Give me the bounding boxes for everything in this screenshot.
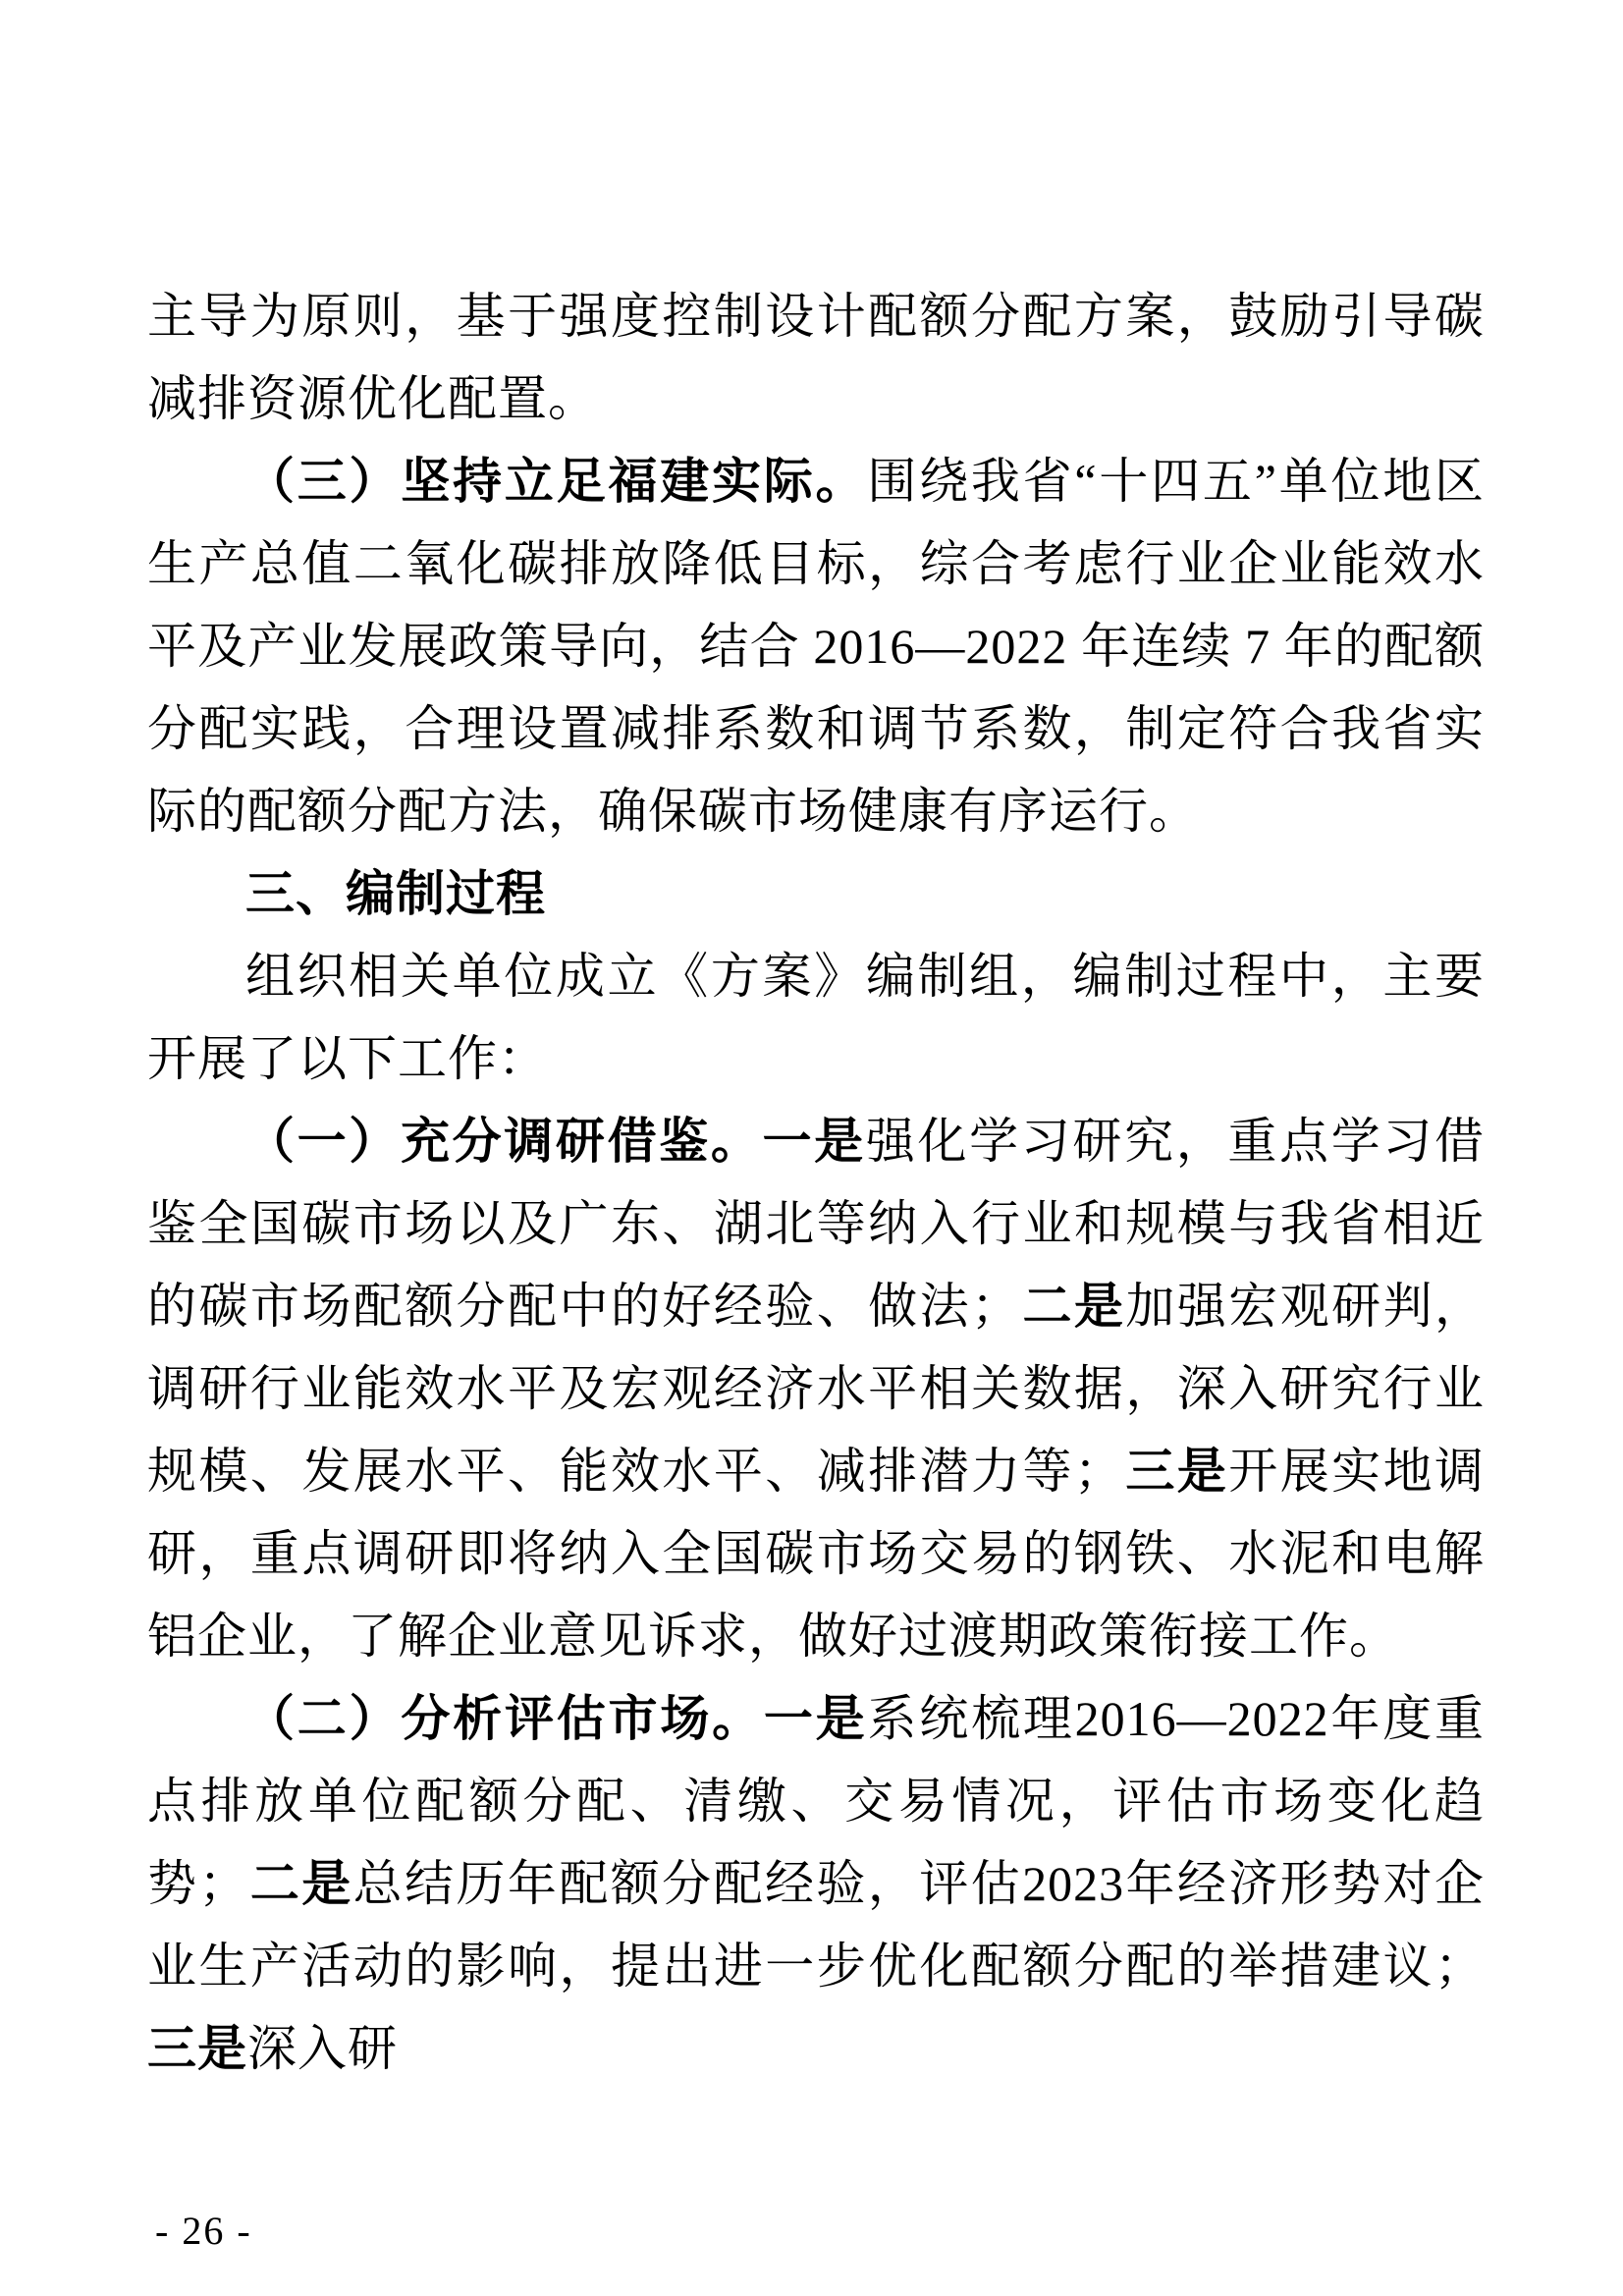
page-number: - 26 - <box>155 2209 252 2253</box>
text-run: （三）坚持立足福建实际。 <box>245 454 868 509</box>
text-run: 三是 <box>1123 1444 1229 1499</box>
text-run: 三、编制过程 <box>245 866 546 921</box>
para-item-2 <box>147 1677 1485 2090</box>
text-run: 系统梳理2016—2022年度重点排放单位配额分配、清缴、交易情况，评估市场变化趋势； <box>147 1691 1486 1911</box>
text-run: 开展实地调研，重点调研即将纳入全国碳市场交易的钢铁、水泥和电解铝企业，了解企业意见诉求，做好过渡期政策衔接工作。 <box>147 1444 1486 1664</box>
text-run: 深入研 <box>247 2021 398 2076</box>
text-run: 围绕我省“十四五”单位地区生产总值二氧化碳排放降低目标，综合考虑行业企业能效水平及产业发展政策导向，结合 2016—2022 年连续 7 年的配额分配实践，合理设置减排系数和调节系数，制定符合我省实际的配额分配方法，确保碳市场健康有序运行。 <box>147 454 1486 839</box>
text-run: 加强宏观研判，调研行业能效水平及宏观经济水平相关数据，深入研究行业规模、发展水平、能效水平、减排潜力等； <box>147 1279 1486 1499</box>
document-body <box>147 275 1485 2090</box>
text-run: （二）分析评估市场。一是 <box>245 1691 868 1746</box>
text-run: 组织相关单位成立《方案》编制组，编制过程中，主要开展了以下工作： <box>147 949 1485 1086</box>
text-run: 主导为原则，基于强度控制设计配额分配方案，鼓励引导碳减排资源优化配置。 <box>147 289 1485 426</box>
text-run: 二是 <box>1021 1279 1126 1334</box>
text-run: 总结历年配额分配经验，评估2023年经济形势对企业生产活动的影响，提出进一步优化配额分配的举措建议； <box>147 1856 1486 1994</box>
text-run: （一）充分调研借鉴。一是 <box>245 1114 866 1169</box>
para-item-1 <box>147 1100 1485 1677</box>
text-run: 三是 <box>147 2021 247 2076</box>
para-continuation <box>147 275 1485 440</box>
text-run: 强化学习研究，重点学习借鉴全国碳市场以及广东、湖北等纳入行业和规模与我省相近的碳市场配额分配中的好经验、做法； <box>147 1114 1486 1334</box>
para-principle-3 <box>147 440 1485 852</box>
text-run: 二是 <box>248 1856 353 1911</box>
heading-section-3 <box>147 852 1485 935</box>
para-intro <box>147 935 1485 1100</box>
